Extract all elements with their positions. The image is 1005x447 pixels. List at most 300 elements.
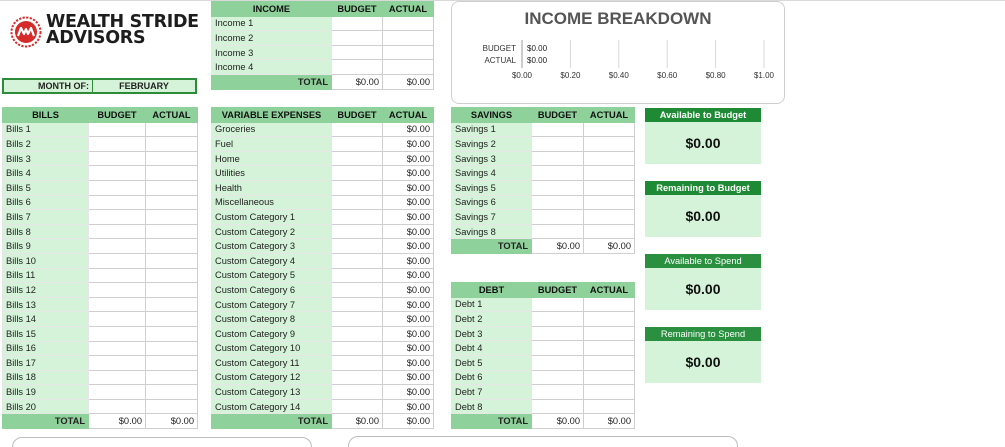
variable-header-budget: BUDGET — [332, 108, 383, 123]
variable-row-budget[interactable] — [332, 151, 383, 166]
variable-row — [212, 180, 434, 195]
bills-row-budget[interactable] — [89, 326, 146, 341]
savings-row — [452, 180, 635, 195]
bills-row-budget[interactable] — [89, 385, 146, 400]
variable-row — [212, 253, 434, 268]
bills-row-budget[interactable] — [89, 253, 146, 268]
bills-row — [3, 385, 198, 400]
variable-row-actual[interactable]: $0.00 — [383, 166, 434, 181]
bills-row-name[interactable]: Bills 9 — [3, 239, 89, 254]
variable-row-budget[interactable] — [332, 356, 383, 371]
bills-row-name[interactable]: Bills 15 — [3, 326, 89, 341]
income-row-actual[interactable] — [383, 31, 434, 46]
variable-row-name[interactable]: Custom Category 13 — [212, 385, 332, 400]
variable-row-name[interactable]: Custom Category 2 — [212, 224, 332, 239]
savings-row — [452, 224, 635, 239]
variable-row-name[interactable]: Custom Category 8 — [212, 312, 332, 327]
variable-row-budget[interactable] — [332, 253, 383, 268]
variable-total-budget: $0.00 — [332, 414, 383, 429]
bills-row — [3, 166, 198, 181]
brand-mark-icon — [10, 16, 42, 48]
bills-row-actual[interactable] — [146, 312, 198, 327]
bills-row-actual[interactable] — [146, 268, 198, 283]
debt-row — [452, 312, 635, 327]
variable-row-actual[interactable]: $0.00 — [383, 239, 434, 254]
bills-row-name[interactable]: Bills 6 — [3, 195, 89, 210]
variable-row-name[interactable]: Custom Category 11 — [212, 356, 332, 371]
bills-row-name[interactable]: Bills 11 — [3, 268, 89, 283]
variable-row — [212, 268, 434, 283]
bills-total-row — [3, 414, 198, 429]
variable-row-name[interactable]: Custom Category 7 — [212, 297, 332, 312]
variable-row-budget[interactable] — [332, 399, 383, 414]
variable-row-actual[interactable]: $0.00 — [383, 356, 434, 371]
savings-row-budget[interactable] — [532, 210, 584, 225]
variable-row-name[interactable]: Utilities — [212, 166, 332, 181]
variable-row — [212, 283, 434, 298]
savings-row — [452, 195, 635, 210]
savings-row-name[interactable]: Savings 8 — [452, 224, 532, 239]
bills-row-actual[interactable] — [146, 210, 198, 225]
bills-row — [3, 283, 198, 298]
bills-row — [3, 268, 198, 283]
bills-row-actual[interactable] — [146, 370, 198, 385]
variable-row-budget[interactable] — [332, 297, 383, 312]
variable-row-name[interactable]: Groceries — [212, 122, 332, 137]
debt-row-budget[interactable] — [532, 355, 584, 370]
income-row-actual[interactable] — [383, 16, 434, 31]
bills-row-name[interactable]: Bills 19 — [3, 385, 89, 400]
debt-total-label: TOTAL — [452, 414, 532, 429]
variable-row — [212, 356, 434, 371]
variable-row-budget[interactable] — [332, 122, 383, 137]
bills-row-name[interactable]: Bills 1 — [3, 122, 89, 137]
savings-row-budget[interactable] — [532, 137, 584, 152]
bills-header-name: BILLS — [3, 108, 89, 123]
variable-row — [212, 370, 434, 385]
available-to-budget-label: Available to Budget — [645, 108, 761, 122]
bills-row — [3, 370, 198, 385]
savings-row — [452, 151, 635, 166]
bills-row-budget[interactable] — [89, 224, 146, 239]
variable-row-budget[interactable] — [332, 283, 383, 298]
variable-header-actual: ACTUAL — [383, 108, 434, 123]
chart-x-tick-label: $0.80 — [705, 71, 726, 80]
variable-row-name[interactable]: Custom Category 1 — [212, 210, 332, 225]
savings-row-name[interactable]: Savings 2 — [452, 137, 532, 152]
variable-row-actual[interactable]: $0.00 — [383, 326, 434, 341]
chart-plot — [452, 2, 786, 105]
bills-row-name[interactable]: Bills 16 — [3, 341, 89, 356]
bills-row-budget[interactable] — [89, 151, 146, 166]
savings-row-budget[interactable] — [532, 195, 584, 210]
savings-row-actual[interactable] — [584, 195, 635, 210]
variable-row-name[interactable]: Custom Category 10 — [212, 341, 332, 356]
bills-header-actual: ACTUAL — [146, 108, 198, 123]
debt-row — [452, 297, 635, 312]
income-total-row — [212, 74, 434, 89]
bills-row-name[interactable]: Bills 8 — [3, 224, 89, 239]
variable-row-actual[interactable]: $0.00 — [383, 137, 434, 152]
variable-row-name[interactable]: Miscellaneous — [212, 195, 332, 210]
bills-row-budget[interactable] — [89, 166, 146, 181]
income-row-budget[interactable] — [332, 31, 383, 46]
debt-row-name[interactable]: Debt 3 — [452, 326, 532, 341]
income-row-actual[interactable] — [383, 45, 434, 60]
debt-row-budget[interactable] — [532, 297, 584, 312]
variable-total-row — [212, 414, 434, 429]
bills-row-name[interactable]: Bills 2 — [3, 137, 89, 152]
savings-row-actual[interactable] — [584, 151, 635, 166]
savings-total-budget: $0.00 — [532, 239, 584, 254]
savings-row-name[interactable]: Savings 7 — [452, 210, 532, 225]
chart-category-label: ACTUAL — [484, 56, 516, 65]
bills-row-actual[interactable] — [146, 399, 198, 414]
variable-row-actual[interactable]: $0.00 — [383, 151, 434, 166]
income-table — [211, 1, 434, 90]
bills-row-name[interactable]: Bills 7 — [3, 210, 89, 225]
bills-row-actual[interactable] — [146, 297, 198, 312]
bills-row-name[interactable]: Bills 10 — [3, 253, 89, 268]
debt-table — [451, 282, 635, 429]
bills-row-budget[interactable] — [89, 341, 146, 356]
debt-row-name[interactable]: Debt 7 — [452, 385, 532, 400]
variable-total-actual: $0.00 — [383, 414, 434, 429]
bills-header-budget: BUDGET — [89, 108, 146, 123]
bills-row — [3, 312, 198, 327]
income-row-budget[interactable] — [332, 16, 383, 31]
available-to-spend-value: $0.00 — [645, 268, 761, 310]
variable-row-actual[interactable]: $0.00 — [383, 399, 434, 414]
bills-row-actual[interactable] — [146, 151, 198, 166]
savings-total-row — [452, 239, 635, 254]
savings-total-actual: $0.00 — [584, 239, 635, 254]
bills-row-budget[interactable] — [89, 239, 146, 254]
debt-row-name[interactable]: Debt 5 — [452, 355, 532, 370]
savings-row-budget[interactable] — [532, 180, 584, 195]
bills-total-actual: $0.00 — [146, 414, 198, 429]
variable-row-budget[interactable] — [332, 195, 383, 210]
bills-row-actual[interactable] — [146, 137, 198, 152]
savings-row-budget[interactable] — [532, 166, 584, 181]
savings-row — [452, 122, 635, 137]
bills-row-name[interactable]: Bills 13 — [3, 297, 89, 312]
variable-row-budget[interactable] — [332, 370, 383, 385]
bills-row-name[interactable]: Bills 14 — [3, 312, 89, 327]
income-row-name[interactable]: Income 3 — [212, 45, 332, 60]
income-row-budget[interactable] — [332, 60, 383, 75]
debt-row-actual[interactable] — [584, 312, 635, 327]
debt-row-budget[interactable] — [532, 326, 584, 341]
debt-total-row — [452, 414, 635, 429]
debt-row-budget[interactable] — [532, 370, 584, 385]
debt-row-actual[interactable] — [584, 385, 635, 400]
brand-logo — [10, 14, 200, 50]
bills-row-name[interactable]: Bills 12 — [3, 283, 89, 298]
chart-x-tick-label: $0.40 — [608, 71, 629, 80]
variable-row-actual[interactable]: $0.00 — [383, 312, 434, 327]
variable-row — [212, 297, 434, 312]
variable-row-actual[interactable]: $0.00 — [383, 268, 434, 283]
variable-row-actual[interactable]: $0.00 — [383, 195, 434, 210]
variable-row — [212, 210, 434, 225]
income-row — [212, 31, 434, 46]
variable-row — [212, 399, 434, 414]
remaining-to-spend-card — [645, 327, 761, 383]
bills-row-name[interactable]: Bills 20 — [3, 399, 89, 414]
savings-header-budget: BUDGET — [532, 108, 584, 123]
variable-row-actual[interactable]: $0.00 — [383, 297, 434, 312]
savings-row-budget[interactable] — [532, 224, 584, 239]
debt-row-budget[interactable] — [532, 385, 584, 400]
bottom-chart-card-right — [348, 436, 738, 447]
variable-row-budget[interactable] — [332, 341, 383, 356]
available-to-spend-label: Available to Spend — [645, 254, 761, 268]
bills-row-actual[interactable] — [146, 356, 198, 371]
variable-row-budget[interactable] — [332, 137, 383, 152]
bills-row-budget[interactable] — [89, 210, 146, 225]
variable-row-budget[interactable] — [332, 224, 383, 239]
bills-row-budget[interactable] — [89, 268, 146, 283]
bills-row-budget[interactable] — [89, 312, 146, 327]
variable-row-name[interactable]: Custom Category 3 — [212, 239, 332, 254]
savings-row-actual[interactable] — [584, 166, 635, 181]
bills-row — [3, 399, 198, 414]
chart-x-tick-label: $0.00 — [511, 71, 533, 80]
bills-row-budget[interactable] — [89, 137, 146, 152]
bills-row-name[interactable]: Bills 3 — [3, 151, 89, 166]
bills-row — [3, 356, 198, 371]
variable-row-actual[interactable]: $0.00 — [383, 122, 434, 137]
debt-row-actual[interactable] — [584, 297, 635, 312]
bills-total-label: TOTAL — [3, 414, 89, 429]
remaining-to-spend-label: Remaining to Spend — [645, 327, 761, 341]
debt-row-name[interactable]: Debt 6 — [452, 370, 532, 385]
bills-row-actual[interactable] — [146, 195, 198, 210]
variable-row-name[interactable]: Custom Category 14 — [212, 399, 332, 414]
chart-data-label: $0.00 — [527, 56, 548, 65]
income-row-actual[interactable] — [383, 60, 434, 75]
variable-row-actual[interactable]: $0.00 — [383, 283, 434, 298]
debt-row-name[interactable]: Debt 1 — [452, 297, 532, 312]
month-label: MONTH OF: — [4, 80, 92, 92]
variable-row-actual[interactable]: $0.00 — [383, 341, 434, 356]
variable-row-budget[interactable] — [332, 312, 383, 327]
variable-row-budget[interactable] — [332, 166, 383, 181]
bills-row-actual[interactable] — [146, 239, 198, 254]
income-row-name[interactable]: Income 4 — [212, 60, 332, 75]
bills-row — [3, 297, 198, 312]
variable-row — [212, 385, 434, 400]
variable-row-name[interactable]: Home — [212, 151, 332, 166]
savings-table — [451, 107, 635, 254]
bills-row-actual[interactable] — [146, 283, 198, 298]
bills-row-budget[interactable] — [89, 370, 146, 385]
variable-row-actual[interactable]: $0.00 — [383, 210, 434, 225]
bottom-chart-card-left — [12, 437, 312, 447]
remaining-to-spend-value: $0.00 — [645, 341, 761, 383]
variable-row — [212, 239, 434, 254]
bills-row-actual[interactable] — [146, 385, 198, 400]
income-row — [212, 60, 434, 75]
variable-row-actual[interactable]: $0.00 — [383, 180, 434, 195]
bills-row — [3, 151, 198, 166]
bills-row — [3, 137, 198, 152]
savings-total-label: TOTAL — [452, 239, 532, 254]
variable-row-name[interactable]: Custom Category 4 — [212, 253, 332, 268]
variable-row-name[interactable]: Custom Category 9 — [212, 326, 332, 341]
income-header-actual: ACTUAL — [383, 2, 434, 17]
savings-row-name[interactable]: Savings 1 — [452, 122, 532, 137]
debt-total-actual: $0.00 — [584, 414, 635, 429]
brand-name-line2: ADVISORS — [46, 28, 146, 48]
bills-row-budget[interactable] — [89, 122, 146, 137]
variable-row-budget[interactable] — [332, 210, 383, 225]
bills-row-name[interactable]: Bills 4 — [3, 166, 89, 181]
remaining-to-budget-label: Remaining to Budget — [645, 181, 761, 195]
bills-row-budget[interactable] — [89, 195, 146, 210]
income-total-actual: $0.00 — [383, 74, 434, 89]
bills-row-budget[interactable] — [89, 283, 146, 298]
bills-table — [2, 107, 198, 429]
savings-row-actual[interactable] — [584, 224, 635, 239]
income-row — [212, 45, 434, 60]
chart-data-label: $0.00 — [527, 44, 548, 53]
savings-row-name[interactable]: Savings 4 — [452, 166, 532, 181]
debt-row — [452, 399, 635, 414]
variable-row-name[interactable]: Custom Category 12 — [212, 370, 332, 385]
debt-row — [452, 355, 635, 370]
variable-row — [212, 195, 434, 210]
chart-x-tick-label: $1.00 — [753, 71, 775, 80]
bills-row — [3, 239, 198, 254]
month-selector[interactable] — [2, 78, 197, 94]
savings-row-actual[interactable] — [584, 180, 635, 195]
variable-row — [212, 166, 434, 181]
savings-row-name[interactable]: Savings 5 — [452, 180, 532, 195]
savings-row — [452, 166, 635, 181]
variable-row-name[interactable]: Fuel — [212, 137, 332, 152]
variable-row-budget[interactable] — [332, 385, 383, 400]
chart-category-label: BUDGET — [482, 44, 516, 53]
bills-row-actual[interactable] — [146, 122, 198, 137]
bills-row — [3, 122, 198, 137]
bills-row-budget[interactable] — [89, 297, 146, 312]
income-breakdown-chart — [451, 1, 785, 104]
savings-row — [452, 137, 635, 152]
variable-row — [212, 326, 434, 341]
debt-row-actual[interactable] — [584, 399, 635, 414]
month-value[interactable]: FEBRUARY — [92, 80, 195, 92]
available-to-budget-card — [645, 108, 761, 164]
savings-row-actual[interactable] — [584, 122, 635, 137]
bills-row — [3, 224, 198, 239]
variable-row-actual[interactable]: $0.00 — [383, 370, 434, 385]
debt-row — [452, 370, 635, 385]
income-total-label: TOTAL — [212, 74, 332, 89]
bills-row-actual[interactable] — [146, 224, 198, 239]
debt-total-budget: $0.00 — [532, 414, 584, 429]
savings-row-name[interactable]: Savings 6 — [452, 195, 532, 210]
variable-row-actual[interactable]: $0.00 — [383, 385, 434, 400]
debt-row-name[interactable]: Debt 2 — [452, 312, 532, 327]
bills-row — [3, 326, 198, 341]
bills-row — [3, 341, 198, 356]
savings-row-actual[interactable] — [584, 137, 635, 152]
income-row — [212, 16, 434, 31]
variable-row-budget[interactable] — [332, 326, 383, 341]
debt-row-actual[interactable] — [584, 355, 635, 370]
bills-row-actual[interactable] — [146, 180, 198, 195]
savings-row-budget[interactable] — [532, 122, 584, 137]
debt-row-budget[interactable] — [532, 312, 584, 327]
income-row-name[interactable]: Income 2 — [212, 31, 332, 46]
bills-row-budget[interactable] — [89, 180, 146, 195]
bills-row-name[interactable]: Bills 18 — [3, 370, 89, 385]
debt-row-actual[interactable] — [584, 370, 635, 385]
chart-x-tick-label: $0.60 — [657, 71, 678, 80]
variable-row-budget[interactable] — [332, 239, 383, 254]
debt-header-budget: BUDGET — [532, 283, 584, 298]
income-row-name[interactable]: Income 1 — [212, 16, 332, 31]
variable-total-label: TOTAL — [212, 414, 332, 429]
available-to-budget-value: $0.00 — [645, 122, 761, 164]
remaining-to-budget-card — [645, 181, 761, 237]
variable-header-name: VARIABLE EXPENSES — [212, 108, 332, 123]
variable-row-budget[interactable] — [332, 268, 383, 283]
bills-row-budget[interactable] — [89, 399, 146, 414]
income-header-budget: BUDGET — [332, 2, 383, 17]
variable-expenses-table — [211, 107, 434, 429]
variable-row-actual[interactable]: $0.00 — [383, 253, 434, 268]
debt-row-name[interactable]: Debt 8 — [452, 399, 532, 414]
variable-row-budget[interactable] — [332, 180, 383, 195]
bills-row-budget[interactable] — [89, 356, 146, 371]
bills-row-name[interactable]: Bills 5 — [3, 180, 89, 195]
variable-row — [212, 224, 434, 239]
variable-row-name[interactable]: Health — [212, 180, 332, 195]
bills-row-actual[interactable] — [146, 253, 198, 268]
savings-row-name[interactable]: Savings 3 — [452, 151, 532, 166]
savings-row-actual[interactable] — [584, 210, 635, 225]
debt-row — [452, 385, 635, 400]
remaining-to-budget-value: $0.00 — [645, 195, 761, 237]
bills-row — [3, 210, 198, 225]
debt-row-budget[interactable] — [532, 399, 584, 414]
bills-row-actual[interactable] — [146, 166, 198, 181]
debt-row-actual[interactable] — [584, 341, 635, 356]
variable-row — [212, 151, 434, 166]
bills-row — [3, 180, 198, 195]
savings-header-name: SAVINGS — [452, 108, 532, 123]
bills-row-actual[interactable] — [146, 326, 198, 341]
variable-row — [212, 312, 434, 327]
variable-row-name[interactable]: Custom Category 6 — [212, 283, 332, 298]
variable-row — [212, 137, 434, 152]
bills-row-actual[interactable] — [146, 341, 198, 356]
variable-row-actual[interactable]: $0.00 — [383, 224, 434, 239]
variable-row-name[interactable]: Custom Category 5 — [212, 268, 332, 283]
debt-row-budget[interactable] — [532, 341, 584, 356]
debt-row-name[interactable]: Debt 4 — [452, 341, 532, 356]
savings-row-budget[interactable] — [532, 151, 584, 166]
bills-row — [3, 195, 198, 210]
debt-row-actual[interactable] — [584, 326, 635, 341]
bills-row-name[interactable]: Bills 17 — [3, 356, 89, 371]
debt-row — [452, 326, 635, 341]
income-header-name: INCOME — [212, 2, 332, 17]
income-row-budget[interactable] — [332, 45, 383, 60]
